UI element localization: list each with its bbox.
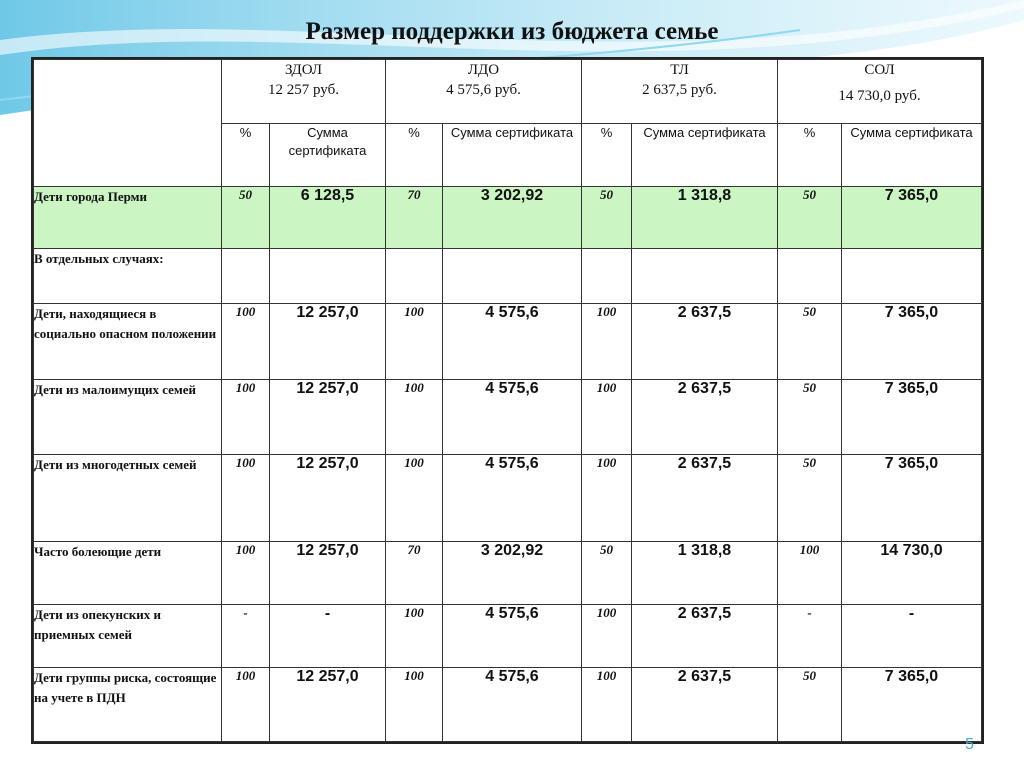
row-label: Часто болеющие дети [34, 542, 222, 605]
corner-cell [34, 60, 222, 187]
row-label: Дети города Перми [34, 187, 222, 249]
row-label: В отдельных случаях: [34, 249, 222, 304]
percent-cell: 100 [386, 668, 443, 742]
table-row [34, 542, 982, 605]
amount-cell: 3 202,92 [443, 187, 582, 249]
amount-cell: 2 637,5 [632, 668, 778, 742]
amount-cell: 7 365,0 [842, 380, 982, 455]
table-row [34, 187, 982, 249]
col-name: ЗДОЛ [284, 62, 323, 78]
amount-cell: 14 730,0 [842, 542, 982, 605]
percent-cell: - [778, 605, 842, 668]
percent-cell: 50 [778, 304, 842, 380]
col-header-sol [778, 60, 982, 124]
page-title: Размер поддержки из бюджета семье [305, 18, 719, 45]
table-row [34, 605, 982, 668]
header-row [34, 60, 982, 124]
row-label: Дети, находящиеся в социально опасном положении [34, 304, 222, 380]
percent-cell: 100 [386, 455, 443, 542]
amount-cell: 6 128,5 [270, 187, 386, 249]
table-row [34, 668, 982, 742]
amount-cell [632, 249, 778, 304]
col-amount: 2 637,5 руб. [642, 82, 717, 98]
percent-cell: 100 [222, 668, 270, 742]
percent-cell: 50 [778, 455, 842, 542]
percent-cell: 50 [778, 668, 842, 742]
percent-cell: - [222, 605, 270, 668]
sub-pct: % [778, 124, 842, 187]
col-header-ldo [386, 60, 582, 124]
amount-cell [270, 249, 386, 304]
amount-cell: 1 318,8 [632, 542, 778, 605]
percent-cell: 50 [778, 187, 842, 249]
amount-cell: 7 365,0 [842, 668, 982, 742]
amount-cell: 12 257,0 [270, 668, 386, 742]
amount-cell: 3 202,92 [443, 542, 582, 605]
row-label: Дети из малоимущих семей [34, 380, 222, 455]
percent-cell: 70 [386, 187, 443, 249]
col-amount: 12 257 руб. [268, 82, 339, 98]
col-amount: 14 730,0 руб. [838, 88, 921, 104]
percent-cell [582, 249, 632, 304]
percent-cell [778, 249, 842, 304]
row-label: Дети группы риска, состоящие на учете в ПДН [34, 668, 222, 742]
percent-cell [222, 249, 270, 304]
percent-cell: 50 [222, 187, 270, 249]
percent-cell: 50 [778, 380, 842, 455]
col-header-tl [582, 60, 778, 124]
col-name: СОЛ [864, 62, 895, 78]
amount-cell: 2 637,5 [632, 304, 778, 380]
amount-cell: 1 318,8 [632, 187, 778, 249]
amount-cell: 7 365,0 [842, 455, 982, 542]
sub-sum: Сумма сертификата [842, 124, 982, 187]
col-amount: 4 575,6 руб. [446, 82, 521, 98]
percent-cell: 50 [582, 187, 632, 249]
col-name: ЛДО [467, 62, 500, 78]
table-row [34, 304, 982, 380]
amount-cell: 12 257,0 [270, 455, 386, 542]
percent-cell: 100 [582, 455, 632, 542]
amount-cell: 7 365,0 [842, 187, 982, 249]
percent-cell: 70 [386, 542, 443, 605]
percent-cell: 100 [582, 304, 632, 380]
percent-cell: 100 [582, 668, 632, 742]
sub-pct: % [582, 124, 632, 187]
amount-cell: 4 575,6 [443, 304, 582, 380]
amount-cell: 4 575,6 [443, 668, 582, 742]
page-number: 5 [965, 736, 974, 753]
col-header-zdol [222, 60, 386, 124]
percent-cell: 100 [386, 304, 443, 380]
percent-cell: 100 [582, 605, 632, 668]
sub-pct: % [386, 124, 443, 187]
percent-cell: 100 [582, 380, 632, 455]
row-label: Дети из многодетных семей [34, 455, 222, 542]
percent-cell: 100 [386, 380, 443, 455]
row-label: Дети из опекунских и приемных семей [34, 605, 222, 668]
amount-cell: 2 637,5 [632, 380, 778, 455]
table-row [34, 380, 982, 455]
amount-cell: 12 257,0 [270, 542, 386, 605]
percent-cell: 100 [778, 542, 842, 605]
amount-cell: 12 257,0 [270, 304, 386, 380]
percent-cell: 100 [222, 542, 270, 605]
amount-cell: 12 257,0 [270, 380, 386, 455]
sub-sum: Сумма сертификата [443, 124, 582, 187]
table-row [34, 455, 982, 542]
table-row [34, 249, 982, 304]
percent-cell: 100 [222, 380, 270, 455]
amount-cell [842, 249, 982, 304]
sub-sum: Сумма сертификата [270, 124, 386, 187]
amount-cell: 7 365,0 [842, 304, 982, 380]
sub-sum: Сумма сертификата [632, 124, 778, 187]
amount-cell: 4 575,6 [443, 455, 582, 542]
percent-cell: 50 [582, 542, 632, 605]
amount-cell: 2 637,5 [632, 455, 778, 542]
amount-cell: 4 575,6 [443, 380, 582, 455]
percent-cell: 100 [222, 455, 270, 542]
amount-cell [443, 249, 582, 304]
amount-cell: - [270, 605, 386, 668]
amount-cell: 2 637,5 [632, 605, 778, 668]
percent-cell [386, 249, 443, 304]
sub-pct: % [222, 124, 270, 187]
amount-cell: 4 575,6 [443, 605, 582, 668]
col-name: ТЛ [670, 62, 689, 78]
amount-cell: - [842, 605, 982, 668]
percent-cell: 100 [222, 304, 270, 380]
percent-cell: 100 [386, 605, 443, 668]
support-table [33, 59, 982, 742]
